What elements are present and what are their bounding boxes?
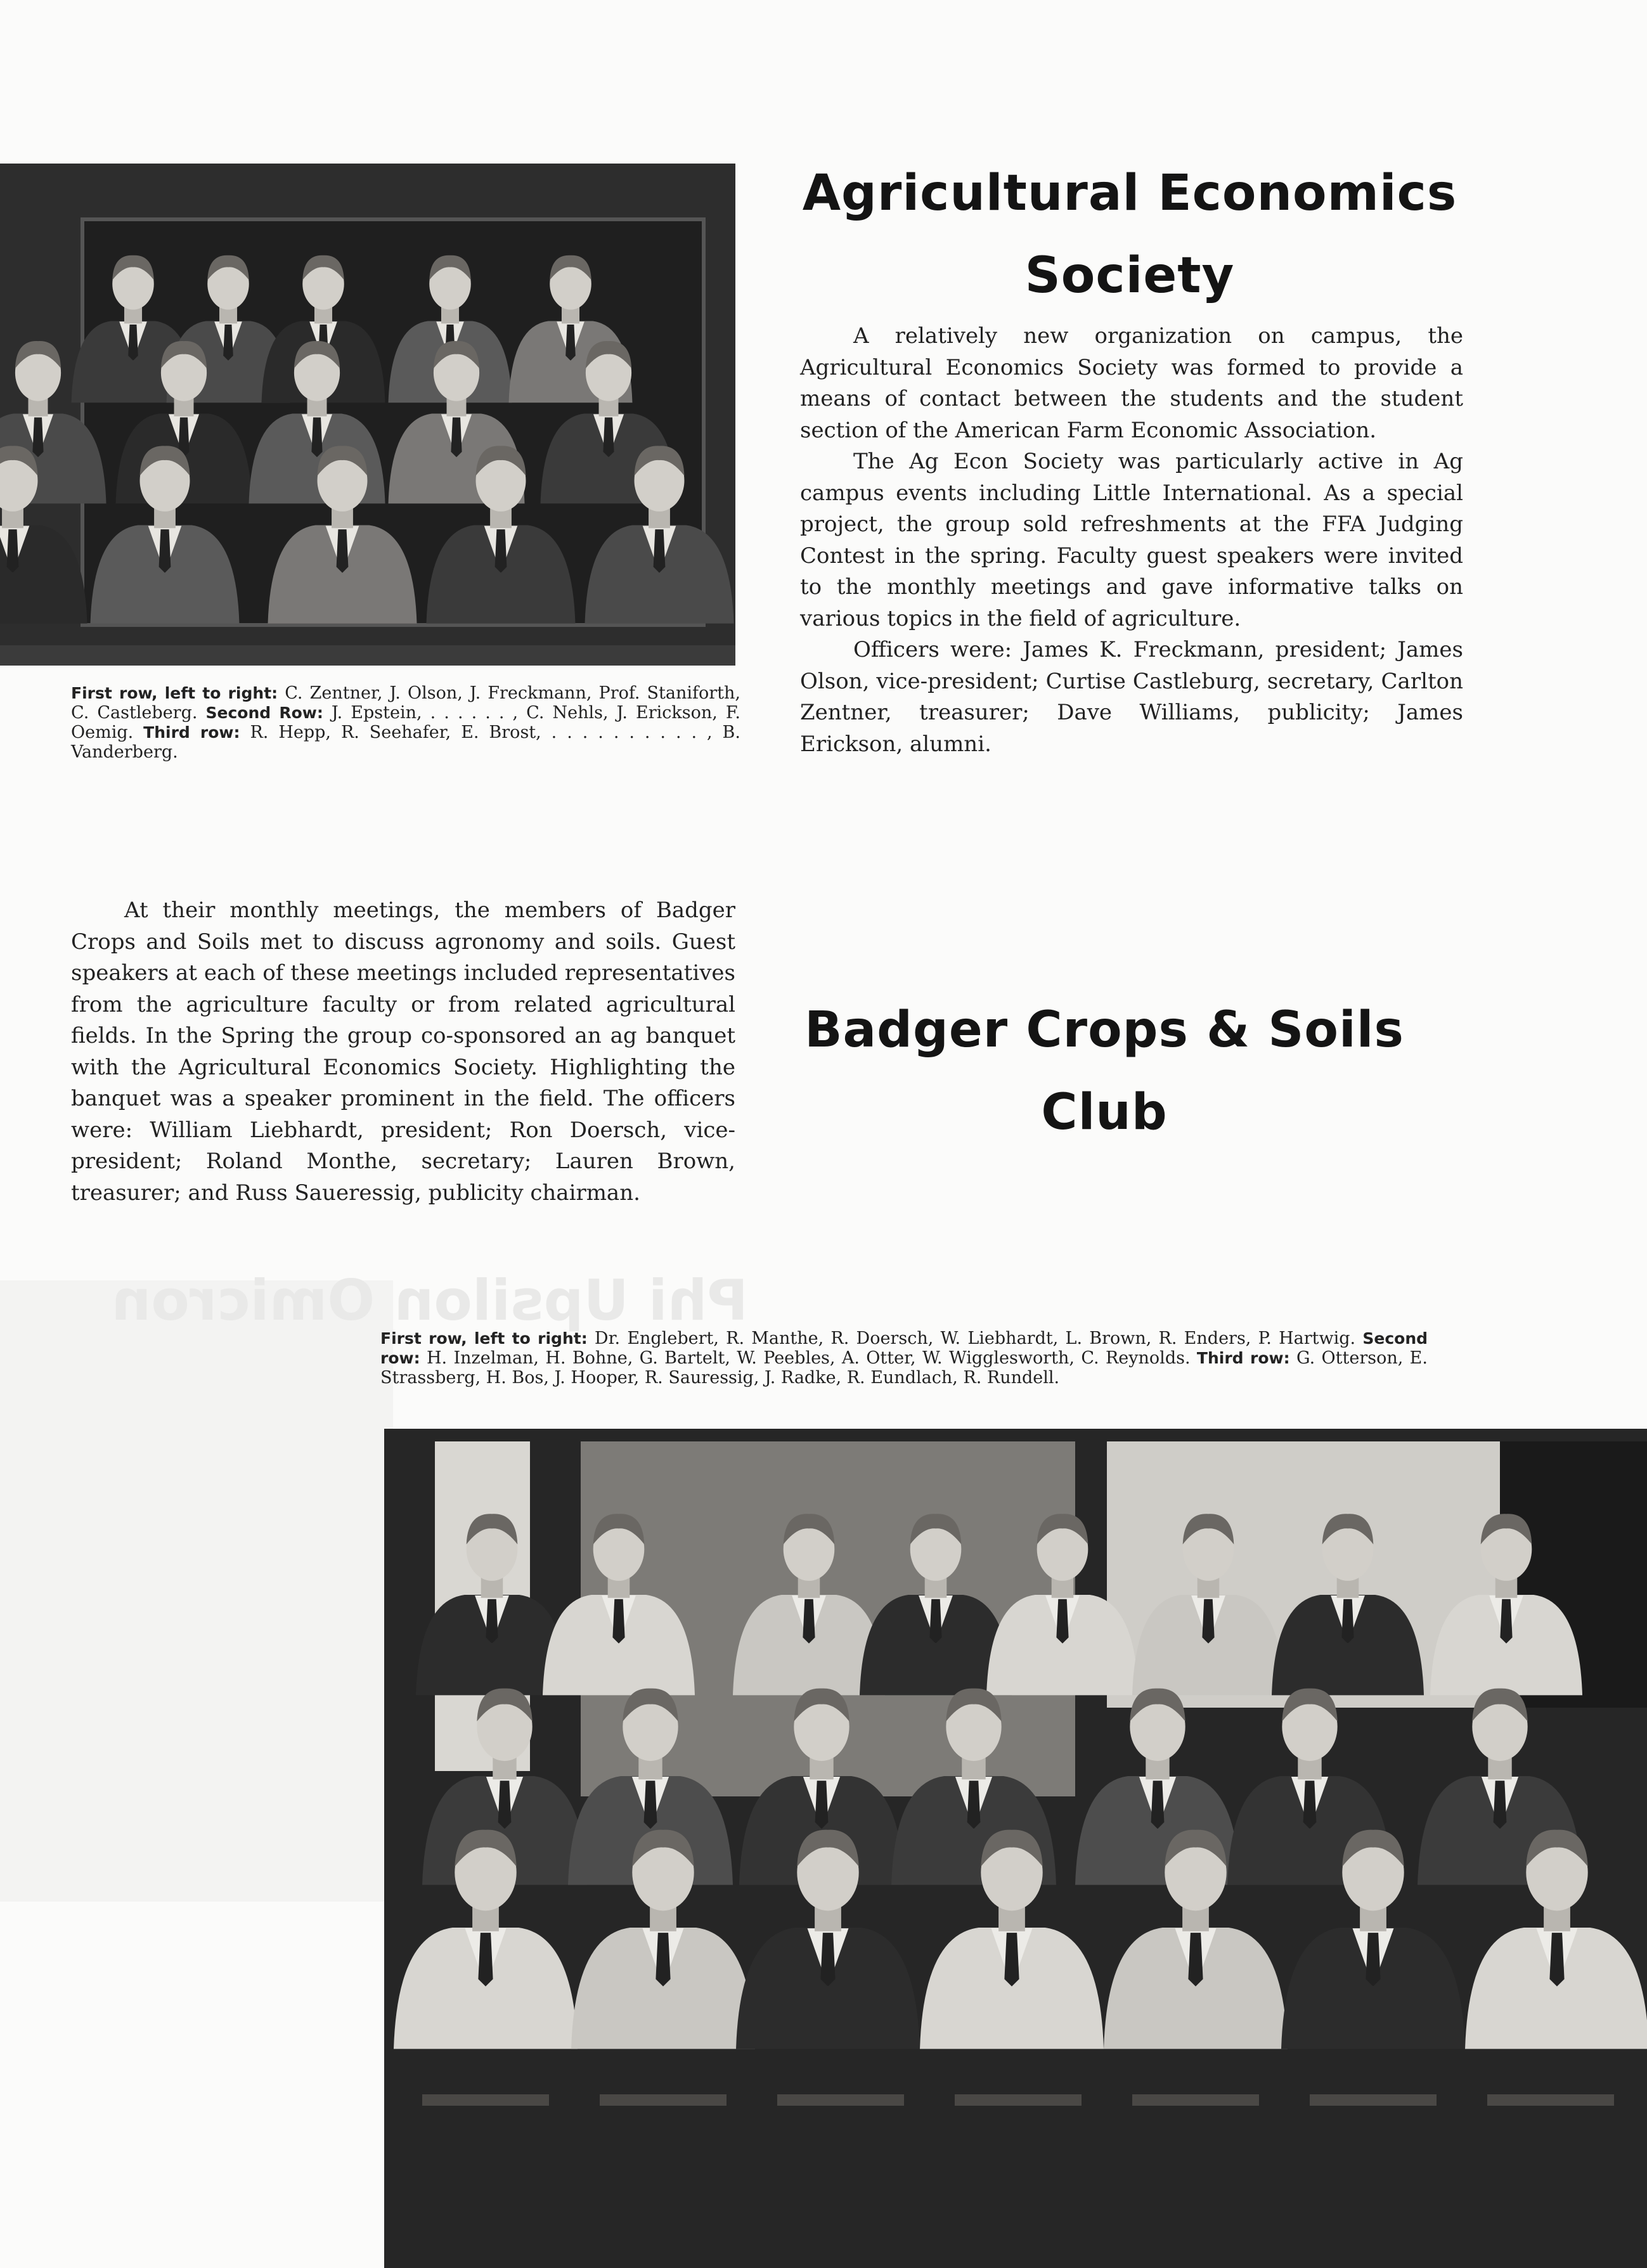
tie xyxy=(967,1781,981,1829)
tie xyxy=(7,529,19,573)
tie xyxy=(1500,1599,1512,1644)
bleed-through-patch xyxy=(0,1280,393,1902)
tie xyxy=(565,325,576,361)
bleed-through-text: Phi Upsilon Omicron xyxy=(111,1268,748,1333)
badger-body xyxy=(71,895,735,1209)
tie xyxy=(498,1781,512,1829)
tie xyxy=(815,1781,829,1829)
tie xyxy=(32,418,43,458)
badger-paragraph: At their monthly meetings, the members of Badger Crops and Soils met to discuss agronomy and soils. Guest speakers at each of these meetings included representatives from the agriculture faculty or from related agricultural fields. In the Spring the group co-sponsored an ag banquet with the Agricultural Economics Society. Highlighting the banquet was a speaker prominent in the field. The officers were: William Liebhardt, president; Ron Doersch, vice-president; Roland Monthe, secretary; Lauren Brown, treasurer; and Russ Saueressig, publicity chairman. xyxy=(71,898,735,1206)
tie xyxy=(603,418,614,458)
tie xyxy=(159,529,171,573)
tie xyxy=(478,1933,493,1987)
caption-names: C. Zentner, J. Olson, J. Freckmann, Prof. Staniforth, C. Castleberg. xyxy=(71,683,740,723)
chair-seat xyxy=(1487,2094,1614,2106)
tie xyxy=(644,1781,657,1829)
caption-label: Third row: xyxy=(143,723,240,742)
ag-econ-paragraph-1: A relatively new organization on campus, the Agricultural Economics Society was formed to provide a means of contact between the students and the student section of the American Farm Economic Association. xyxy=(800,323,1463,443)
tie xyxy=(1366,1933,1380,1987)
tie xyxy=(451,418,462,458)
tie xyxy=(128,325,138,361)
tie xyxy=(1303,1781,1317,1829)
caption-label: Second Row: xyxy=(205,704,323,722)
tie xyxy=(311,418,322,458)
tie xyxy=(612,1599,624,1644)
caption-names: G. Otterson, E. Strassberg, H. Bos, J. Hooper, R. Sauressig, J. Radke, R. Eundlach, R. Rundell. xyxy=(380,1348,1428,1388)
tie xyxy=(1056,1599,1068,1644)
chair-seat xyxy=(1132,2094,1259,2106)
tie xyxy=(1341,1599,1353,1644)
tie xyxy=(820,1933,835,1987)
tie xyxy=(1004,1933,1019,1987)
chair-seat xyxy=(422,2094,549,2106)
tie xyxy=(1151,1781,1165,1829)
ag-econ-title: Agricultural Economics Society xyxy=(802,165,1457,304)
chair-seat xyxy=(955,2094,1082,2106)
tie xyxy=(1202,1599,1214,1644)
ag-econ-photo-caption xyxy=(71,683,740,762)
tie xyxy=(1494,1781,1507,1829)
tie xyxy=(929,1599,941,1644)
caption-names: J. Epstein, . . . . . . , C. Nehls, J. Erickson, F. Oemig. xyxy=(71,703,740,742)
ag-econ-body xyxy=(800,321,1463,760)
caption-names: H. Inzelman, H. Bohne, G. Bartelt, W. Peebles, A. Otter, W. Wigglesworth, C. Reynolds. xyxy=(420,1348,1197,1368)
tie xyxy=(803,1599,815,1644)
tie xyxy=(495,529,507,573)
badger-photo-caption xyxy=(380,1329,1428,1388)
chair-seat xyxy=(777,2094,904,2106)
chair-seat xyxy=(1310,2094,1437,2106)
tie xyxy=(1188,1933,1203,1987)
caption-names: Dr. Englebert, R. Manthe, R. Doersch, W. Liebhardt, L. Brown, R. Enders, P. Hartwig. xyxy=(587,1329,1363,1348)
bench xyxy=(0,645,735,666)
ag-econ-paragraph-3: Officers were: James K. Freckmann, president; James Olson, vice-president; Curtise Castleburg, secretary, Carlton Zentner, treasurer; Dave Williams, publicity; James Erickson, alumni. xyxy=(800,637,1463,757)
tie xyxy=(1549,1933,1564,1987)
tie xyxy=(654,529,666,573)
ag-econ-group-photo xyxy=(0,164,735,666)
caption-names: R. Hepp, R. Seehafer, E. Brost, . . . . . . . . . . , B. Vanderberg. xyxy=(71,723,740,762)
caption-label: First row, left to right: xyxy=(380,1329,588,1348)
tie xyxy=(486,1599,498,1644)
badger-title: Badger Crops & Soils Club xyxy=(804,1002,1404,1141)
ag-econ-paragraph-2: The Ag Econ Society was particularly active in Ag campus events including Little International. As a special project, the group sold refreshments at the FFA Judging Contest in the spring. Faculty guest speakers were invited to the monthly meetings and gave informative talks on various topics in the field of agriculture. xyxy=(800,449,1463,631)
caption-label: Third row: xyxy=(1196,1349,1290,1367)
tie xyxy=(656,1933,670,1987)
caption-label: First row, left to right: xyxy=(71,684,278,702)
chair-seat xyxy=(600,2094,727,2106)
tie xyxy=(337,529,349,573)
badger-group-photo xyxy=(384,1429,1647,2268)
caption-label: Second row: xyxy=(380,1329,1428,1367)
tie xyxy=(223,325,233,361)
